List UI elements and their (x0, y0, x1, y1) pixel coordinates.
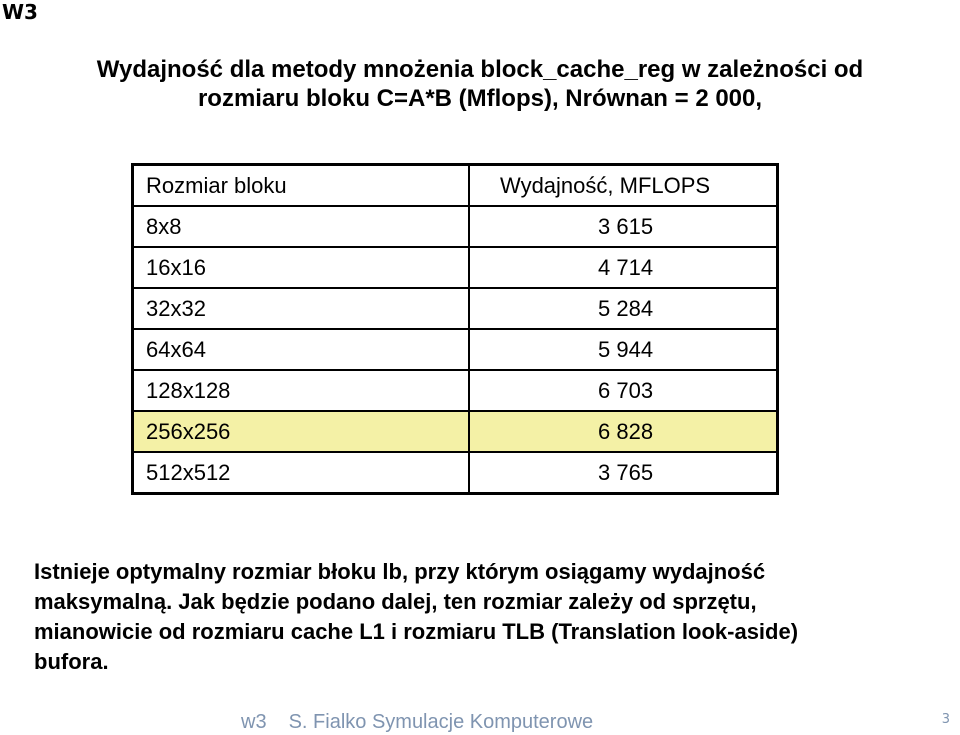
cell-block-size: 64x64 (133, 329, 470, 370)
table-row (133, 206, 778, 247)
paragraph-line: bufora. (34, 649, 109, 674)
header-performance: Wydajność, MFLOPS (469, 165, 778, 207)
header-block-size: Rozmiar bloku (133, 165, 470, 207)
cell-block-size: 256x256 (133, 411, 470, 452)
slide-title (0, 55, 960, 113)
table-row (133, 370, 778, 411)
performance-table (131, 163, 779, 495)
cell-mflops: 5 944 (469, 329, 778, 370)
slide-footer (241, 710, 593, 734)
table-header-row (133, 165, 778, 207)
cell-mflops: 3 765 (469, 452, 778, 494)
cell-block-size: 8x8 (133, 206, 470, 247)
table-row (133, 452, 778, 494)
cell-mflops: 3 615 (469, 206, 778, 247)
title-line-2: rozmiaru bloku C=A*B (Mflops), Nrównan = 2 000, (197, 85, 763, 112)
paragraph-line: Istnieje optymalny rozmiar błoku lb, przy którym osiągamy wydajność (34, 559, 766, 584)
conclusion-paragraph (34, 557, 954, 677)
cell-mflops: 6 703 (469, 370, 778, 411)
paragraph-line: maksymalną. Jak będzie podano dalej, ten rozmiar zależy od sprzętu, (34, 589, 757, 614)
paragraph-line: mianowicie od rozmiaru cache L1 i rozmiaru TLB (Translation look-aside) (34, 619, 799, 644)
table-row (133, 288, 778, 329)
table-row (133, 329, 778, 370)
cell-block-size: 32x32 (133, 288, 470, 329)
footer-label: w3 (241, 711, 267, 733)
slide-tag: W3 (2, 0, 38, 24)
table-row (133, 247, 778, 288)
cell-mflops: 5 284 (469, 288, 778, 329)
cell-mflops: 4 714 (469, 247, 778, 288)
page-number: 3 (941, 712, 950, 727)
cell-mflops: 6 828 (469, 411, 778, 452)
cell-block-size: 16x16 (133, 247, 470, 288)
footer-text: S. Fialko Symulacje Komputerowe (288, 711, 594, 733)
table-row-highlighted (133, 411, 778, 452)
cell-block-size: 512x512 (133, 452, 470, 494)
cell-block-size: 128x128 (133, 370, 470, 411)
title-line-1: Wydajność dla metody mnożenia block_cache_reg w zależności od (96, 56, 864, 83)
